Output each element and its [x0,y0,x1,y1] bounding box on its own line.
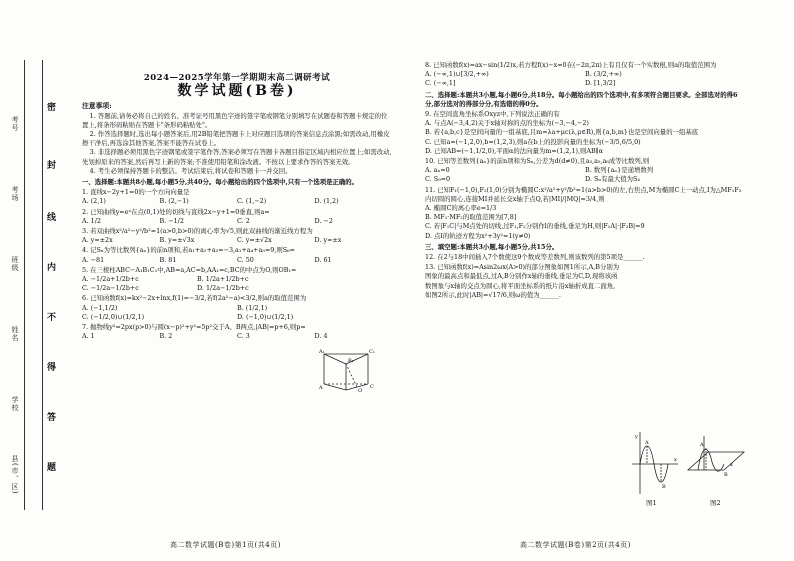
binding-label-name: 姓名 [11,326,19,342]
option: A. (2,1) [82,197,106,206]
svg-text:B₁: B₁ [348,358,354,364]
seal-char: 得 [47,363,57,373]
seal-char: 密 [47,103,57,113]
option: D. y=±x [314,236,342,245]
option: D. 点I的轨迹方程为x²+3y²=1(y≠0) [425,231,531,240]
option: C. (1,−2) [237,197,267,206]
option: A. 1/2 [82,216,101,225]
option: B. (1/2,1) [237,303,268,312]
option: A. 1 [82,332,95,341]
option: B. 若{a,b,c}是空间向量的一组基底,且m=λa+μc(λ,μ∈R),则{a,b,m}也是空间向量的一组基底 [425,128,699,137]
binding-margin [0,60,70,530]
option: B. 1/2a+1/2b+c [197,275,249,284]
option: D. 1/2a−1/2b+c [197,284,249,293]
section-2-heading: 二、选择题:本题共3小题,每小题6分,共18分。每小题给出的四个选项中,有多项符合题目要求。全部选对的得6分,部分选对的得部分分,有选错的得0分。 [425,90,738,108]
option: D. (−1,0)∪(1/2,1) [237,312,294,321]
option: C. (−1/2,0)∪(1/2,1) [82,312,145,321]
option: A. −81 [82,255,105,264]
cut-line-inner [42,60,43,510]
question-1: 1. 直线x−2y+1=0的一个方向向量是 [82,188,190,197]
seal-char: 题 [47,463,57,473]
option: A. −1/2a+1/2b+c [82,275,139,284]
question-6: 6. 已知函数f(x)=kx²−2x+lnx,f(1)=−3/2,若f(2a²−a)<3/2,则a的取值范围为 [82,294,307,303]
question-7-options [82,332,392,341]
sine-graph-figure-1 [628,430,680,496]
exam-title: 2024—2025学年第一学期期末高二调研考试 [143,73,331,83]
figure-2-caption: 图2 [710,499,721,507]
notes-heading: 注意事项: [82,102,112,111]
option: A. 与点A(−3,4,2)关于x轴对称的点的坐标为(−3,−4,−2) [425,119,589,128]
svg-text:C₁: C₁ [369,349,375,355]
question-9: 9. 在空间直角坐标系Oxyz中,下列说法正确的有 [425,110,560,119]
option: D. (1,2) [314,197,339,206]
option: C. 3 [237,332,250,341]
svg-text:B: B [724,472,728,478]
option: A. aₙ=0 [425,166,450,175]
option: A. 椭圆C的离心率e=1/3 [425,204,497,213]
page-2-column [425,60,745,300]
option: D. 61 [314,255,332,264]
question-11: 11. 已知F₁(−1,0),F₂(1,0)分别为椭圆C:x²/a²+y²/b²=1(a>b>0)的左,右焦点,M为椭圆C上一动点,I为△MF₁F₂内切圆的圆心,连接MI并延长交x轴于点Q,若|MI|/|MQ|=3/4,则 [425,185,742,203]
cut-line-outer [24,60,25,510]
question-13: 13. 已知函数f(x)=Asin2ωx(A>0)的部分图象如图1所示,A,B分别为图象的最高点和最低点,过A,B分别作x轴的垂线,垂足为C,D,现将该函数图象与x轴的交点为圆心,将平面坐标系的纸片沿x轴折成直二面角,如图2所示,此时|AB|=√17/6,则ω的值为______. [425,263,620,299]
question-10: 10. 已知等差数列{aₙ}的前n项和为Sₙ,公差为d(d≠0),且a₃,a₅,a₈成等比数列,则 [425,157,650,166]
question-2: 2. 已知曲线y=eˣ在点(0,1)处的切线与直线2x−y+1=0垂直,则a= [82,207,270,216]
option: C. (−∞,1] [425,79,456,88]
svg-text:A: A [645,440,649,446]
option: A. y=±2x [82,236,113,245]
question-2-options [82,217,392,226]
question-1-options [82,197,392,206]
binding-label-county: 县(市、区) [11,455,19,495]
prism-figure [318,346,376,392]
option: A. (−1,1/2) [82,303,118,312]
question-8-options [425,70,745,88]
option: B. −1/2 [159,216,184,225]
question-5: 5. 在三棱柱ABC−A₁B₁C₁中,AB=a,AC=b,AA₁=c,BC的中点为O,则OB₁= [82,265,297,274]
option: B. MF₁·MF₂的取值范围为[7,8] [425,213,517,222]
option: C. y=±√2x [237,236,272,245]
seal-char: 线 [47,213,57,223]
seal-char: 封 [47,161,57,171]
section-1-heading: 一、选择题:本题共8小题,每小题5分,共40分。每小题给出的四个选项中,只有一个选项是正确的。 [82,178,359,187]
option: B. (3/2,+∞) [585,70,622,79]
option: D. Sₙ有最大值为S₄ [585,175,640,184]
question-10-options [425,166,745,184]
section-3-heading: 三、填空题:本题共3小题,每小题5分,共15分。 [425,242,559,251]
svg-text:x: x [674,457,677,463]
svg-text:A₁: A₁ [319,349,325,355]
option: D. 4 [314,332,328,341]
question-12: 12. 在2与18中间插入7个数使这9个数成等差数列,则该数列的第5项是______. [425,253,645,262]
option: A. (−∞,1)∪[3/2,+∞) [425,70,489,79]
option: B. y=±√3x [159,236,195,245]
option: D. −2 [314,216,333,225]
question-8: 8. 已知函数f(x)=ax−sin(1/2)x,若方程f(x)−x=0在(−2π,2π)上有且仅有一个实数根,则a的取值范围为 [425,61,717,69]
page-1-column [82,60,392,341]
question-4-options [82,256,392,265]
left-questions [82,188,392,341]
option: D. 已知AB=(−1,1/2,0),平面α的法向量为m=(1,2,1),则AB∥α [425,146,603,155]
binding-label-class: 班级 [11,256,19,272]
notes-item: 4. 考生必须保持答题卡的整洁。考试结束后,将试卷和答题卡一并交回。 [89,166,292,175]
question-7: 7. 抛物线y²=2px(p>0)与圆(x−p)²+y²=5p²交于A、B两点,|AB|=p+6,则p= [82,323,306,332]
notes-item: 2. 作答选择题时,选出每小题答案后,用2B铅笔把答题卡上对应题目选项的答案信息点涂黑;如需改动,用橡皮擦干净后,再选涂其他答案,答案不能答在试卷上。 [82,130,390,148]
page-2-footer: 高二数学试题(B卷)第2页(共4页) [520,541,631,549]
option: C. 若|F₁C|与M点处的切线,过F₁,F₂分别作l的垂线,垂足为H,则|F₁A|·|F₂B|=9 [425,222,645,231]
svg-text:A: A [700,442,704,448]
option: B. 81 [159,255,177,264]
option: B. 2 [159,332,173,341]
notes-item: 1. 答题前,请务必将自己的姓名、准考证号用黑色字迹的签字笔或钢笔分别填写在试题卷和答题卡规定的位置上,将条形码粘贴在答题卡"条形码粘贴处"。 [82,111,388,129]
svg-text:A: A [319,385,323,391]
question-3: 3. 若双曲线x²/a²−y²/b²=1(a>0,b>0)的离心率为√5,则此双曲线的渐近线方程为 [82,227,313,236]
notes-item: 3. 非选择题必须用黑色字迹钢笔或签字笔作答,答案必须写在答题卡各题目指定区域内相应位置上;如需改动,先划掉原来的答案,然后再写上新的答案;不准使用铅笔和涂改液。不按以上要求作答的答案无效。 [82,148,392,166]
svg-text:y: y [635,434,638,440]
paper-title: 数学试题(B卷) [177,83,297,100]
binding-label-exam-room: 考场 [11,186,19,202]
seal-char: 答 [47,413,57,423]
svg-text:O: O [358,388,363,392]
question-4: 4. 记Sₙ为等比数列{aₙ}的前n项和,若a₁+a₂+a₃=−3,a₁+a₄+a₅=9,则S₆= [82,246,296,255]
option: D. [1,3/2] [585,79,616,88]
option: B. 数列{aₙ}是递增数列 [585,166,654,175]
question-6-options [82,304,392,322]
option: C. 50 [237,255,254,264]
binding-label-school: 学校 [11,396,19,412]
svg-text:x: x [730,462,733,468]
page-1-footer: 高二数学试题(B卷)第1页(共4页) [170,541,281,549]
folded-graph-figure-2 [684,430,748,496]
figure-1-caption: 图1 [646,499,657,507]
binding-label-exam-number: 考号 [11,116,19,132]
seal-char: 不 [47,313,57,323]
question-5-options [82,275,312,293]
option: C. 2 [237,216,250,225]
svg-text:B: B [662,484,666,490]
svg-text:C: C [370,384,374,390]
option: C. S₉=0 [425,175,451,184]
option: C. 已知a=(−1,2,0),b=(1,2,3),则a在b上的投影向量的坐标为(−3/5,6/5,0) [425,137,641,146]
seal-char: 内 [47,263,57,273]
question-3-options [82,236,392,245]
option: B. (2,−1) [159,197,189,206]
option: C. −1/2a−1/2b+c [82,284,139,293]
